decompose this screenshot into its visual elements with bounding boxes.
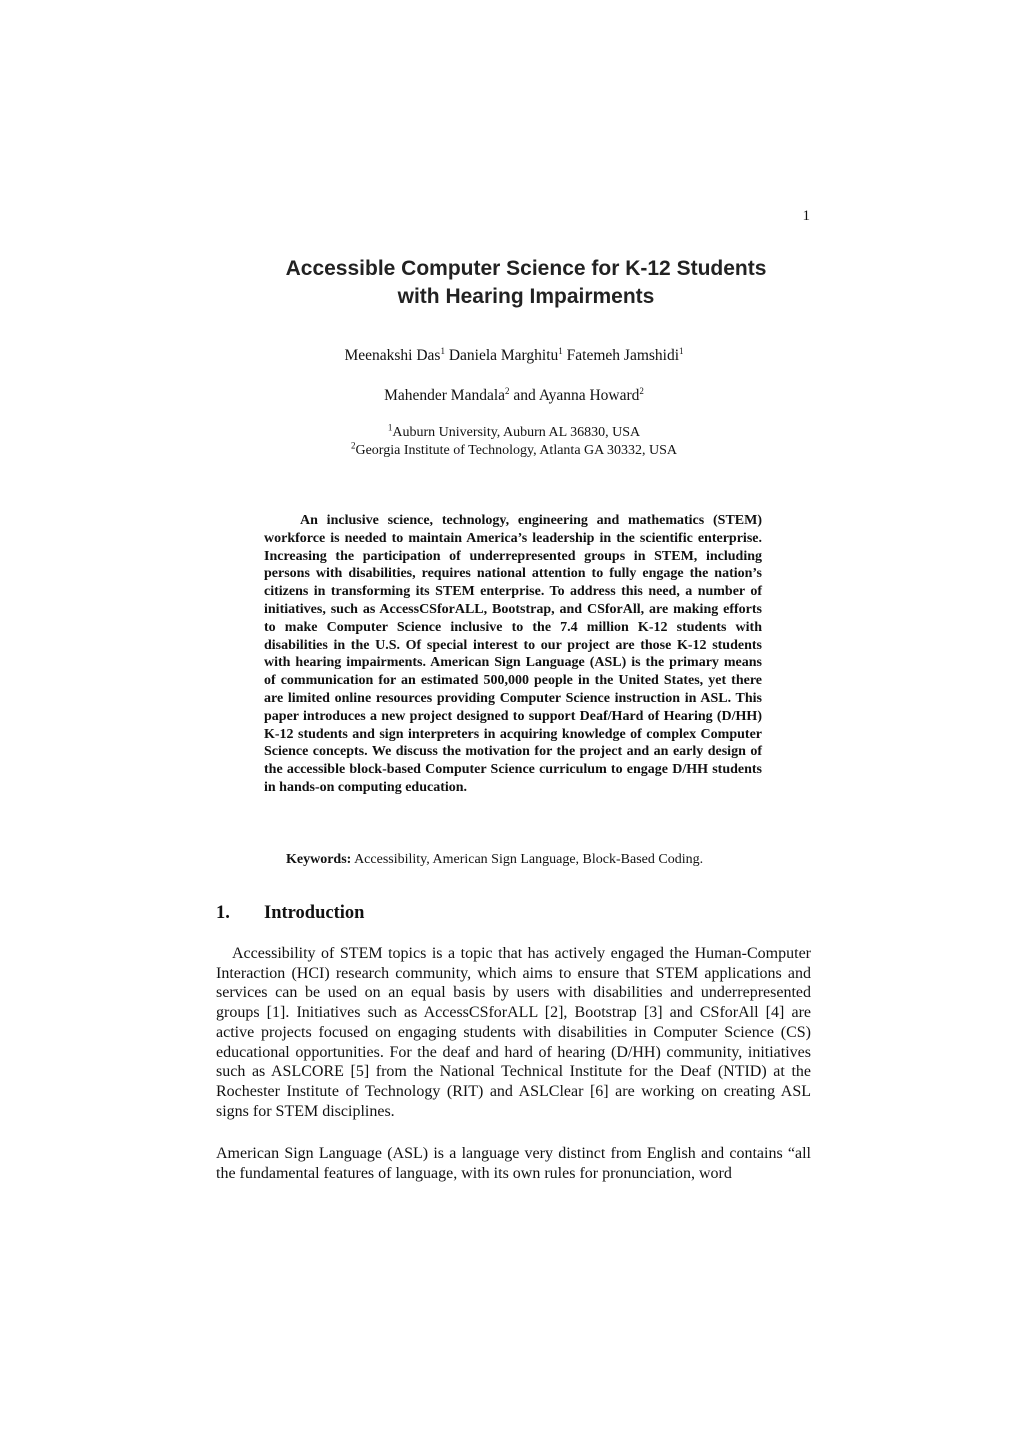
affiliation-marker: 2 — [639, 385, 644, 396]
keywords-text: Accessibility, American Sign Language, Block-Based Coding. — [354, 852, 704, 867]
author-conjunction: and — [513, 387, 536, 404]
affiliation-marker: 1 — [679, 345, 684, 356]
page-number: 1 — [802, 208, 810, 224]
affiliation-marker: 1 — [440, 345, 445, 356]
author-name: Daniela Marghitu — [448, 347, 559, 364]
author-name: Fatemeh Jamshidi — [566, 347, 680, 364]
keywords — [286, 851, 806, 869]
body-paragraph: Accessibility of STEM topics is a topic that has actively engaged the Human-Computer Interaction (HCI) research community, which aims to ensure that STEM applications and services can be used on an equal basis by users with disabilities and underrepresented groups [1]. Initiatives such as AccessCSforALL [2], Bootstrap [3] and CSforAll [4] are active projects focused on engaging students with disabilities in Computer Science (CS) educational opportunities. For the deaf and hard of hearing (D/HH) community, initiatives such as ASLCORE [5] from the National Technical Institute for the Deaf (NTID) at the Rochester Institute of Technology (RIT) and ASLClear [6] are working on creating ASL signs for STEM disciplines. — [216, 945, 811, 1120]
affiliation-marker: 2 — [350, 440, 356, 451]
paper-title-line: Accessible Computer Science for K-12 Students — [285, 257, 767, 280]
body-paragraph: American Sign Language (ASL) is a language very distinct from English and contains “all the fundamental features of language, with its own rules for pronunciation, word — [216, 1145, 811, 1182]
affiliation-text: Auburn University, Auburn AL 36830, USA — [392, 425, 641, 440]
section-heading — [216, 901, 616, 925]
paper-title — [216, 255, 836, 311]
affiliation-marker: 1 — [387, 422, 393, 433]
author-name: Meenakshi Das — [344, 347, 441, 364]
affiliation-list — [216, 424, 812, 460]
affiliation-text: Georgia Institute of Technology, Atlanta GA 30332, USA — [355, 443, 677, 458]
section-title: Introduction — [264, 903, 365, 923]
author-line — [216, 386, 812, 406]
paper-title-line: with Hearing Impairments — [397, 285, 655, 308]
keywords-label: Keywords: — [286, 852, 352, 867]
affiliation-marker: 1 — [558, 345, 563, 356]
abstract: An inclusive science, technology, engineering and mathematics (STEM) workforce is needed to maintain America’s leadership in the scientific enterprise. Increasing the participation of underrepresented groups in STEM, including persons with disabilities, requires national attention to fully engage the nation’s citizens in transforming its STEM enterprise. To address this need, a number of initiatives, such as AccessCSforALL, Bootstrap, and CSforAll, are making efforts to make Computer Science inclusive to the 7.4 million K-12 students with disabilities in the U.S. Of special interest to our project are those K-12 students with hearing impairments. American Sign Language (ASL) is the primary means of communication for an estimated 500,000 people in the United States, yet there are limited online resources providing Computer Science instruction in ASL. This paper introduces a new project designed to support Deaf/Hard of Hearing (D/HH) K-12 students and sign interpreters in acquiring knowledge of complex Computer Science concepts. We discuss the motivation for the project and an early design of the accessible block-based Computer Science curriculum to engage D/HH students in hands-on computing education. — [264, 513, 762, 795]
author-name: Ayanna Howard — [538, 387, 640, 404]
affiliation-marker: 2 — [505, 385, 510, 396]
section-number: 1. — [216, 903, 230, 923]
author-name: Mahender Mandala — [384, 387, 506, 404]
affiliation — [216, 442, 812, 460]
affiliation — [216, 424, 812, 442]
author-line — [216, 346, 812, 366]
author-list — [216, 346, 812, 406]
